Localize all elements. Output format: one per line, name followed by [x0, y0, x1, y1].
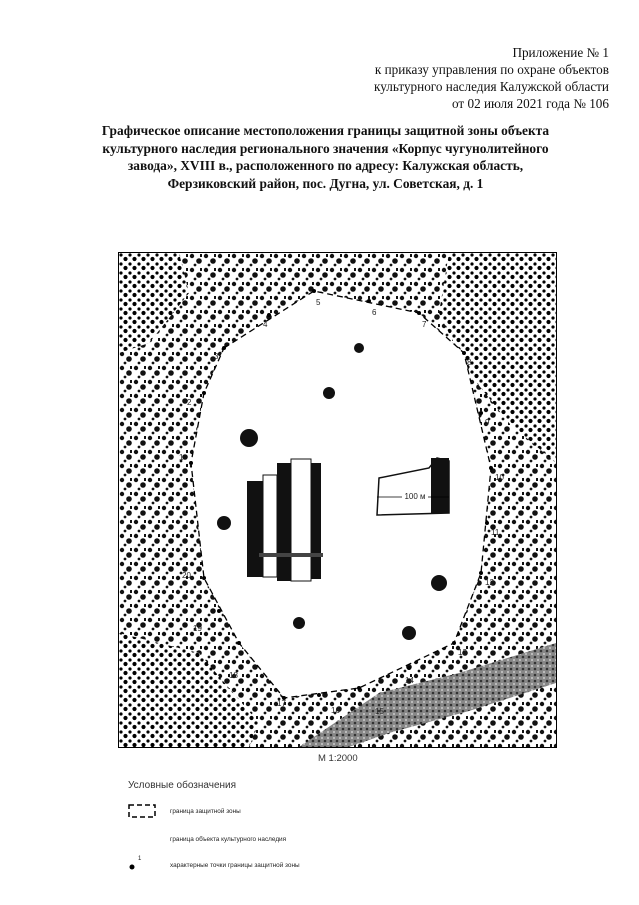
point-label-14: 14: [405, 676, 414, 685]
point-label-2: 2: [187, 398, 192, 407]
point-label-18: 18: [229, 671, 238, 680]
title-line: Графическое описание местоположения границы защитной зоны объекта: [101, 123, 550, 138]
legend-title: Условные обозначения: [128, 780, 237, 791]
legend-point-symbol: [127, 856, 147, 874]
document-title: [88, 122, 563, 192]
legend-point-number: 1: [138, 856, 142, 862]
point-label-15: 15: [375, 707, 384, 716]
title-line: завода», XVIII в., расположенного по адресу: Калужская область,: [127, 158, 524, 173]
title-line: Ферзиковский район, пос. Дугна, ул. Советская, д. 1: [167, 175, 484, 191]
aerial-map: [118, 252, 557, 748]
point-label-4: 4: [263, 320, 268, 329]
map-svg: [119, 253, 556, 747]
point-label-16: 16: [331, 706, 340, 715]
point-label-19: 19: [193, 624, 202, 633]
point-label-12: 12: [485, 578, 494, 587]
point-label-3: 3: [214, 352, 219, 361]
legend-item-label: граница объекта культурного наследия: [170, 836, 287, 843]
legend-zone-boundary-symbol: [127, 803, 157, 819]
point-label-5: 5: [316, 298, 321, 307]
point-label-10: 10: [495, 473, 504, 482]
point-label-9: 9: [485, 418, 490, 427]
title-line: культурного наследия регионального значения «Корпус чугунолитейного: [102, 140, 549, 156]
point-label-8: 8: [467, 358, 472, 367]
map-scale: М 1:2000: [318, 753, 358, 764]
header-line: к приказу управления по охране объектов: [374, 62, 609, 77]
legend-item-label: характерные точки границы защитной зоны: [170, 862, 300, 869]
point-label-13: 13: [458, 648, 467, 657]
point-label-11: 11: [491, 528, 500, 537]
point-label-17: 17: [277, 699, 286, 708]
document-header: [279, 44, 609, 112]
point-label-7: 7: [422, 320, 427, 329]
building: [431, 458, 449, 513]
legend-item-label: граница защитной зоны: [170, 808, 241, 815]
point-label-1: 1: [179, 453, 184, 462]
header-line: культурного наследия Калужской области: [374, 79, 609, 94]
header-line: от 02 июля 2021 года № 106: [452, 96, 609, 111]
distance-label: 100 м: [404, 492, 426, 501]
point-label-20: 20: [182, 571, 191, 580]
header-line: Приложение № 1: [512, 45, 609, 60]
point-label-6: 6: [372, 308, 377, 317]
